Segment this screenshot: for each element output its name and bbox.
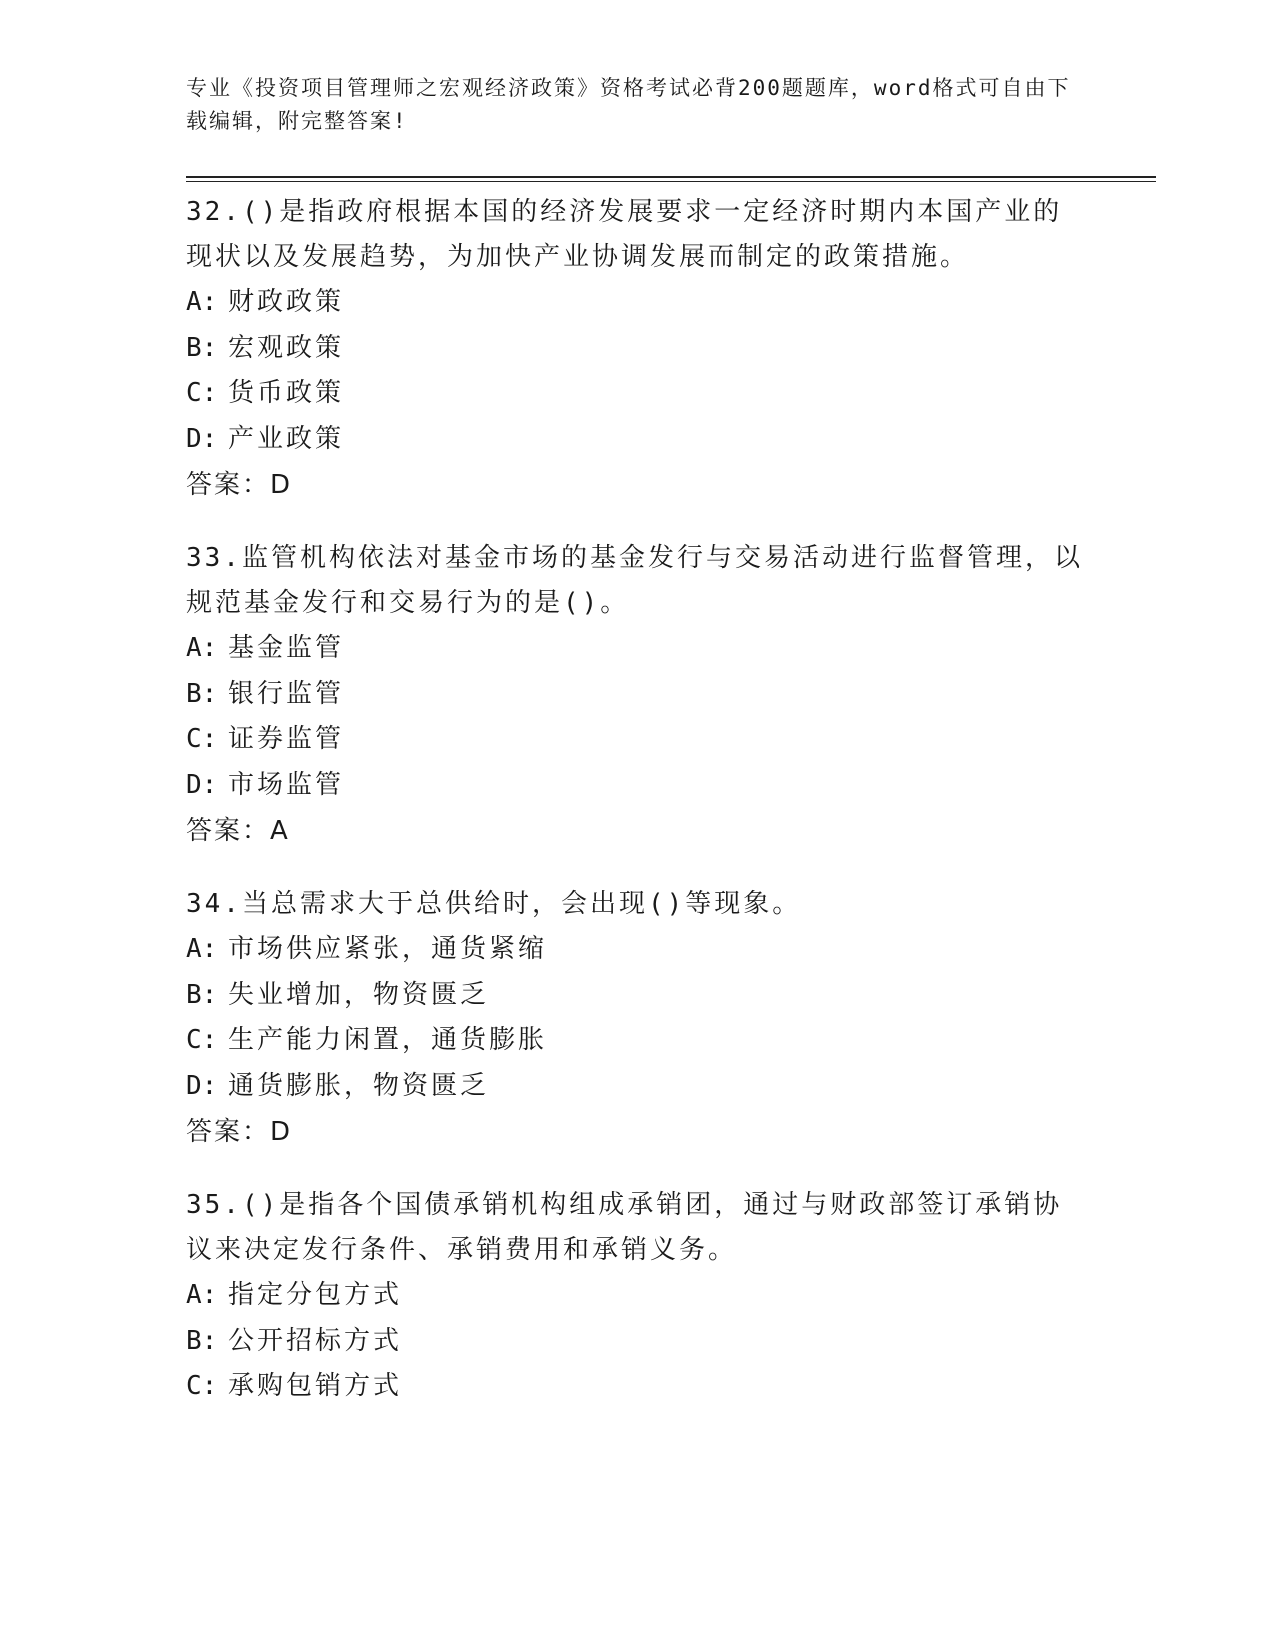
option-b bbox=[186, 672, 1086, 718]
option-c bbox=[186, 371, 1086, 417]
option-c bbox=[186, 717, 1086, 763]
option-text: 公开招标方式 bbox=[228, 1325, 403, 1356]
option-a bbox=[186, 626, 1086, 672]
header-divider-thick bbox=[186, 176, 1156, 178]
option-text: 产业政策 bbox=[228, 423, 345, 454]
option-text: 失业增加，物资匮乏 bbox=[228, 979, 490, 1010]
option-text: 承购包销方式 bbox=[228, 1371, 403, 1401]
option-key: B: bbox=[186, 678, 218, 709]
question-stem: 32.()是指政府根据本国的经济发展要求一定经济时期内本国产业的现状以及发展趋势，为加快产业协调发展而制定的政策措施。 bbox=[186, 197, 1063, 272]
option-text: 货币政策 bbox=[228, 378, 345, 408]
answer-line: 答案：D bbox=[186, 1117, 293, 1147]
option-key: B: bbox=[186, 979, 218, 1010]
option-text: 市场供应紧张，通货紧缩 bbox=[228, 934, 548, 964]
option-a bbox=[186, 1273, 1086, 1319]
option-key: C: bbox=[186, 1025, 218, 1055]
option-key: B: bbox=[186, 1325, 218, 1356]
option-c bbox=[186, 1364, 1086, 1410]
option-key: C: bbox=[186, 378, 218, 408]
option-text: 宏观政策 bbox=[228, 332, 345, 363]
option-a bbox=[186, 280, 1086, 326]
question-32 bbox=[186, 190, 1086, 508]
question-33 bbox=[186, 536, 1086, 854]
option-b bbox=[186, 326, 1086, 372]
option-key: C: bbox=[186, 1371, 218, 1401]
option-key: C: bbox=[186, 724, 218, 754]
question-34 bbox=[186, 882, 1086, 1155]
option-text: 生产能力闲置，通货膨胀 bbox=[228, 1025, 548, 1055]
question-stem: 35.()是指各个国债承销机构组成承销团，通过与财政部签订承销协议来决定发行条件、承销费用和承销义务。 bbox=[186, 1190, 1063, 1265]
question-35 bbox=[186, 1183, 1086, 1410]
option-text: 指定分包方式 bbox=[228, 1280, 403, 1310]
option-text: 证券监管 bbox=[228, 724, 345, 754]
option-key: B: bbox=[186, 332, 218, 363]
option-key: A: bbox=[186, 1280, 218, 1310]
question-stem: 33.监管机构依法对基金市场的基金发行与交易活动进行监督管理，以规范基金发行和交易行为的是()。 bbox=[186, 543, 1083, 618]
option-d bbox=[186, 763, 1086, 809]
option-b bbox=[186, 1319, 1086, 1365]
option-key: A: bbox=[186, 287, 218, 317]
option-d bbox=[186, 417, 1086, 463]
option-a bbox=[186, 927, 1086, 973]
option-key: D: bbox=[186, 1070, 218, 1101]
option-c bbox=[186, 1018, 1086, 1064]
document-header: 专业《投资项目管理师之宏观经济政策》资格考试必背200题题库，word格式可自由下载编辑，附完整答案! bbox=[186, 76, 1071, 133]
question-stem: 34.当总需求大于总供给时，会出现()等现象。 bbox=[186, 889, 802, 919]
option-b bbox=[186, 973, 1086, 1019]
option-key: D: bbox=[186, 423, 218, 454]
answer-line: 答案：D bbox=[186, 470, 293, 500]
option-text: 基金监管 bbox=[228, 633, 345, 663]
option-key: A: bbox=[186, 633, 218, 663]
option-text: 银行监管 bbox=[228, 678, 345, 709]
header-divider-thin bbox=[186, 181, 1156, 182]
option-text: 财政政策 bbox=[228, 287, 345, 317]
option-key: D: bbox=[186, 769, 218, 800]
question-list bbox=[186, 190, 1086, 1438]
option-text: 市场监管 bbox=[228, 769, 345, 800]
option-d bbox=[186, 1064, 1086, 1110]
option-key: A: bbox=[186, 934, 218, 964]
answer-line: 答案：A bbox=[186, 816, 290, 846]
option-text: 通货膨胀，物资匮乏 bbox=[228, 1070, 490, 1101]
